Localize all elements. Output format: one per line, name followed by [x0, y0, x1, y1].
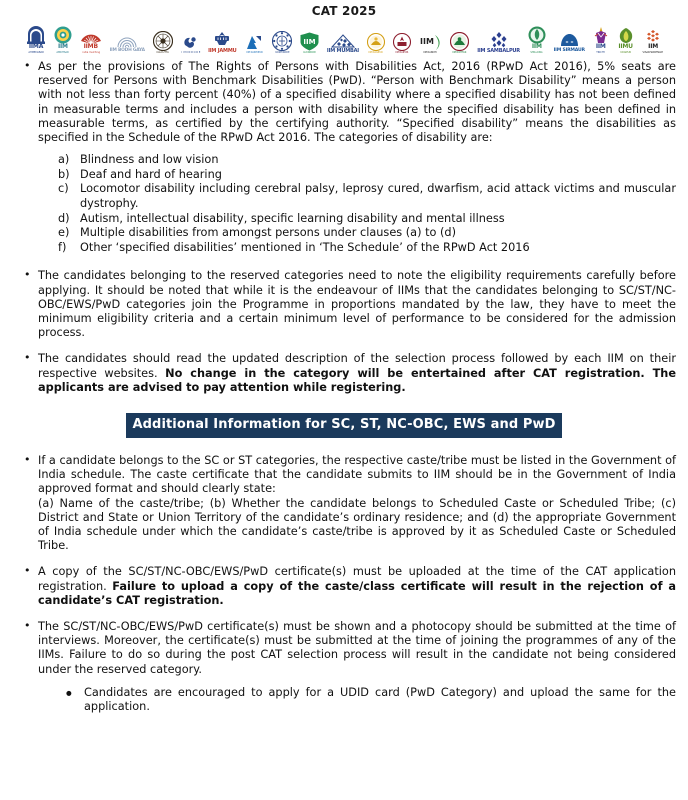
category-text: Autism, intellectual disability, specific learning disability and mental illness: [80, 211, 505, 225]
iim-udaipur-wordmark: IIMU: [618, 43, 633, 50]
logo-iim-bodh-gaya: [110, 22, 145, 54]
bullet-reserved-category-eligibility-text: The candidates belonging to the reserved categories need to note the eligibility requirements carefully before applying. It should be noted that while it is the endeavour of IIMs that the candidates belonging to SC/ST/NC-OBC/EWS/PwD categories join the Programme in proportions mandated by the law, they have to meet the minimum eligibility criteria and a certain minimum level of performance to be considered for the admission process.: [38, 269, 676, 340]
iim-ranchi-caption: IIM RANCHI: [423, 51, 438, 54]
document-body: [0, 54, 688, 715]
list-item: [38, 168, 676, 183]
logo-iim-nagpur: [367, 22, 385, 54]
list-item: [38, 226, 676, 241]
category-text: Multiple disabilities from amongst persons under clauses (a) to (d): [80, 226, 456, 240]
logo-iim-ranchi: [419, 22, 443, 54]
bullet-rpwd-provisions: [12, 60, 676, 255]
logo-iim-visakhapatnam: [642, 22, 663, 54]
category-label: d): [58, 211, 70, 225]
iim-rohtak-icon: [450, 32, 469, 51]
iim-mumbai-wordmark: IIM MUMBAI: [326, 47, 359, 54]
logo-iim-jammu: [208, 22, 236, 54]
iim-calcutta-icon: [153, 31, 173, 51]
logo-iim-bangalore: [80, 22, 102, 54]
bullet-udid-card-text: Candidates are encouraged to apply for a UDID card (PwD Category) and upload the same for the application.: [84, 685, 676, 714]
iim-lucknow-caption: LUCKNOW: [303, 51, 316, 54]
iim-jammu-icon: [212, 31, 232, 48]
iim-visakhapatnam-icon: [644, 30, 662, 44]
iim-sirmaur-wordmark: IIM SIRMAUR: [553, 47, 585, 53]
bullet-reserved-category-eligibility: [12, 269, 676, 340]
iim-nagpur-icon: [367, 33, 385, 51]
page-title: CAT 2025: [311, 4, 377, 18]
iim-rohtak-caption: IIM ROHTAK: [452, 51, 467, 54]
section-heading-container: [12, 413, 676, 438]
iim-bangalore-caption: india mulching: [81, 51, 100, 54]
svg-text:IIM: IIM: [303, 37, 316, 46]
iim-indore-caption: I I M I N D O R E: [181, 51, 200, 54]
iim-kashipur-caption: IIM KASHIPUR: [246, 51, 263, 54]
iim-sambalpur-icon: [490, 32, 508, 48]
list-item: [38, 212, 676, 227]
bullet-caste-certificate-intro: If a candidate belongs to the SC or ST categories, the respective caste/tribe must be listed in the Government of India schedule. The caste certificate that the candidate submits to IIM should be in the Government of India approved format and should clearly state:: [38, 454, 676, 496]
list-item: [38, 241, 676, 256]
section-heading-additional-information: Additional Information for SC, ST, NC-OBC, EWS and PwD: [126, 413, 561, 438]
category-text: Deaf and hard of hearing: [80, 167, 222, 181]
category-text: Other ‘specified disabilities’ mentioned in ‘The Schedule’ of the RPwD Act 2016: [80, 240, 530, 254]
iim-trichy-caption: TRICHY: [596, 51, 606, 54]
disability-categories-list: [38, 153, 676, 255]
additional-info-bullet-list: [12, 454, 676, 715]
iim-amritsar-caption: AMRITSAR: [56, 51, 70, 54]
iim-kozhikode-icon: [272, 31, 292, 51]
logo-iim-rohtak: [450, 22, 469, 54]
list-item: [38, 182, 676, 211]
svg-text:IIM: IIM: [419, 36, 434, 46]
iim-mumbai-icon: [331, 34, 355, 48]
iim-udaipur-icon: [617, 27, 635, 44]
iim-calcutta-caption: CALCUTTA: [156, 51, 169, 54]
iim-udaipur-caption: UDAIPUR: [620, 51, 631, 54]
bullet-selection-process: [12, 352, 676, 395]
iim-ahmedabad-caption: AHMEDABAD: [28, 51, 44, 54]
bullet-caste-certificate-clauses: (a) Name of the caste/tribe; (b) Whether the candidate belongs to Scheduled Caste or Scheduled Tribe; (c) District and State or Union Territory of the candidate’s ordinary residence; and (d) the appropriate Government of India schedule under which the candidate’s caste/tribe is approved by it as Scheduled Caste or Scheduled Tribe.: [38, 496, 676, 553]
iim-ahmedabad-icon: [26, 26, 46, 44]
logo-iim-lucknow: [300, 22, 319, 54]
iim-lucknow-icon: [300, 32, 319, 51]
iim-bodh-gaya-icon: [116, 33, 138, 48]
bullet-selection-process-bold: No change in the category will be entertained after CAT registration. The applicants are advised to pay attention while registering.: [38, 366, 676, 394]
bullet-rpwd-provisions-text: As per the provisions of The Rights of Persons with Disabilities Act, 2016 (RPwD Act 2016), 5% seats are reserved for Persons with Benchmark Disabilities (PwD). “Person with Benchmark Disability” means a person with not less than forty percent (40%) of a specified disability where a specified disability has not been defined in measurable terms and includes a person with disability where the specified disability has been defined in measurable terms, as certified by the certifying authority. “Specified disability” means the disabilities as specified in the Schedule of the RPwD Act 2016. The categories of disability are:: [38, 60, 676, 145]
iim-sambalpur-wordmark: IIM SAMBALPUR: [477, 47, 520, 54]
category-text: Locomotor disability including cerebral palsy, leprosy cured, dwarfism, acid attack victims and muscular dystrophy.: [80, 182, 676, 210]
iim-trichy-wordmark: IIM: [595, 43, 606, 50]
logo-iim-ahmedabad: [26, 22, 46, 54]
iim-logo-strip: [0, 18, 688, 54]
udid-sub-bullet-list: [38, 686, 676, 715]
top-bullet-list: [12, 60, 676, 395]
logo-iim-shillong: [528, 22, 546, 54]
iim-visakhapatnam-caption: VISAKHAPATNAM: [642, 51, 664, 54]
iim-shillong-wordmark: IIM: [531, 43, 542, 50]
bullet-selection-process-text: The candidates should read the updated description of the selection process followed by each IIM on their respective websites.: [38, 352, 676, 380]
iim-bangalore-icon: [80, 28, 102, 44]
category-text: Blindness and low vision: [80, 153, 219, 167]
iim-ranchi-icon: [419, 34, 443, 51]
category-label: c): [58, 182, 69, 196]
bullet-certificate-interview: [12, 620, 676, 715]
category-label: f): [58, 240, 67, 254]
iim-nagpur-caption: IIM NAGPUR: [368, 51, 383, 54]
bullet-certificate-upload-bold: Failure to upload a copy of the caste/class certificate will result in the rejection of a candidate’s CAT registration.: [38, 579, 676, 607]
iim-kozhikode-caption: KOZHIKODE: [275, 51, 290, 54]
bullet-certificate-upload-text: A copy of the SC/ST/NC-OBC/EWS/PwD certificate(s) must be uploaded at the time of the CAT application registration.: [38, 565, 676, 593]
bullet-udid-card: [56, 686, 676, 715]
bullet-certificate-upload: [12, 565, 676, 608]
iim-ahmedabad-wordmark: IIMA: [28, 43, 44, 50]
logo-iim-mumbai: [327, 22, 359, 54]
iim-kashipur-icon: [244, 34, 264, 51]
bullet-certificate-interview-text: The SC/ST/NC-OBC/EWS/PwD certificate(s) must be shown and a photocopy should be submitted at the time of interviews. Moreover, the certificate(s) must be submitted at the time of joining the programmes of any of the IIMs. Failure to do so during the post CAT selection process will result in the candidate not being considered under the reserved category.: [38, 620, 676, 676]
logo-iim-udaipur: [617, 22, 635, 54]
logo-iim-kozhikode: [272, 22, 292, 54]
iim-raipur-icon: [393, 33, 411, 51]
document-header: [0, 0, 688, 54]
iim-shillong-icon: [528, 26, 546, 44]
iim-amritsar-icon: [54, 26, 72, 44]
logo-iim-tiruchirappalli: [593, 22, 609, 54]
iim-trichy-icon: [593, 27, 609, 44]
iim-bodh-gaya-wordmark: IIM BODH GAYA: [109, 47, 145, 53]
list-item: [38, 153, 676, 168]
category-label: a): [58, 153, 70, 167]
logo-iim-indore: [181, 22, 201, 54]
iim-visakhapatnam-wordmark: IIM: [648, 43, 659, 50]
logo-iim-sambalpur: [477, 22, 520, 54]
logo-iim-sirmaur: [554, 22, 585, 54]
logo-iim-amritsar: [54, 22, 72, 54]
iim-sirmaur-icon: [560, 32, 579, 48]
iim-shillong-caption: SHILLONG: [530, 51, 543, 54]
iim-jammu-wordmark: IIM JAMMU: [208, 47, 237, 54]
iim-amritsar-wordmark: IIM: [57, 43, 68, 50]
category-label: e): [58, 226, 70, 240]
bullet-caste-certificate: [12, 454, 676, 553]
category-label: b): [58, 167, 70, 181]
iim-raipur-caption: IIM RAIPUR: [395, 51, 409, 54]
logo-iim-kashipur: [244, 22, 264, 54]
logo-iim-raipur: [393, 22, 411, 54]
iim-bangalore-wordmark: IIMB: [83, 43, 98, 50]
logo-iim-calcutta: [153, 22, 173, 54]
iim-indore-icon: [182, 35, 198, 51]
